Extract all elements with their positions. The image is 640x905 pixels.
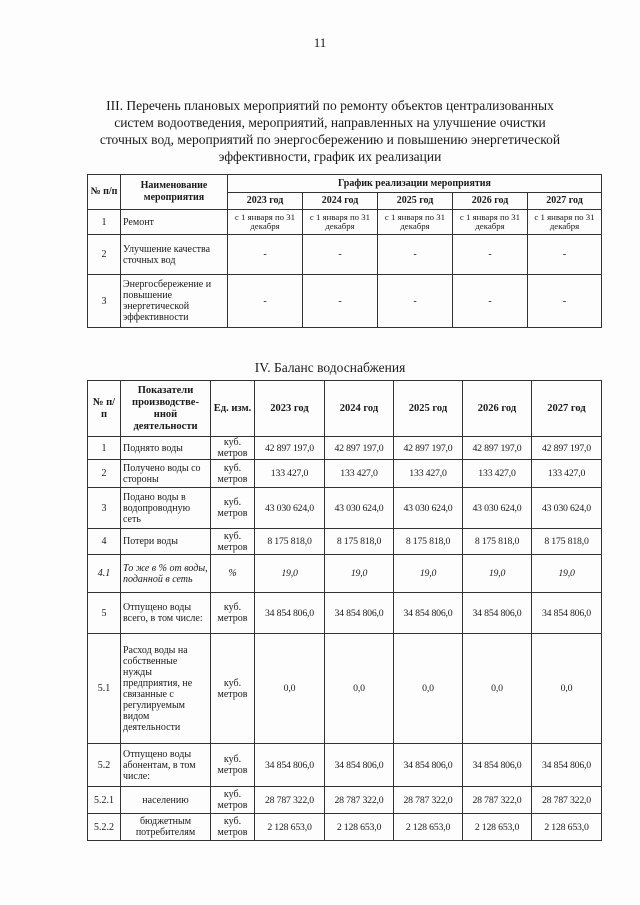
- schedule-cell: с 1 января по 31 декабря: [378, 210, 453, 235]
- schedule-cell: -: [453, 235, 528, 275]
- row-unit: куб. метров: [211, 437, 255, 460]
- row-name: Ремонт: [121, 210, 228, 235]
- year-header: 2026 год: [453, 193, 528, 210]
- table-row: [88, 529, 602, 555]
- schedule-cell: -: [528, 275, 602, 328]
- value-cell: 28 787 322,0: [463, 787, 532, 814]
- year-header: 2027 год: [532, 381, 602, 437]
- row-indicator: Получено воды со стороны: [121, 460, 211, 488]
- value-cell: 0,0: [394, 634, 463, 744]
- col-header-num: № п/п: [88, 175, 121, 210]
- value-cell: 28 787 322,0: [532, 787, 602, 814]
- row-unit: куб. метров: [211, 488, 255, 529]
- table-row: [88, 814, 602, 841]
- row-num: 3: [88, 275, 121, 328]
- schedule-cell: -: [453, 275, 528, 328]
- schedule-cell: -: [378, 275, 453, 328]
- col-header-name: Наименование мероприятия: [121, 175, 228, 210]
- year-header: 2025 год: [394, 381, 463, 437]
- value-cell: 19,0: [325, 555, 394, 593]
- row-num: 1: [88, 210, 121, 235]
- value-cell: 42 897 197,0: [463, 437, 532, 460]
- row-indicator: Потери воды: [121, 529, 211, 555]
- value-cell: 0,0: [255, 634, 325, 744]
- section-3-title: III. Перечень плановых мероприятий по ремонту объектов централизованных систем водоотведения, мероприятий, направленных на улучшение очистки сточных вод, мероприятий по энергосбережению и повышению энергетической эффективности, график их реализации: [99, 98, 561, 164]
- table-row: [88, 634, 602, 744]
- row-unit: куб. метров: [211, 593, 255, 634]
- value-cell: 2 128 653,0: [255, 814, 325, 841]
- row-unit: %: [211, 555, 255, 593]
- schedule-cell: -: [228, 235, 303, 275]
- row-indicator: бюджетным потребителям: [121, 814, 211, 841]
- value-cell: 43 030 624,0: [463, 488, 532, 529]
- value-cell: 28 787 322,0: [255, 787, 325, 814]
- row-num: 5.2.2: [88, 814, 121, 841]
- table-row: [88, 235, 602, 275]
- col-header-schedule: График реализации мероприятия: [228, 175, 602, 193]
- schedule-cell: с 1 января по 31 декабря: [228, 210, 303, 235]
- col-header-unit: Ед. изм.: [211, 381, 255, 437]
- value-cell: 2 128 653,0: [325, 814, 394, 841]
- value-cell: 8 175 818,0: [463, 529, 532, 555]
- table-row: [88, 460, 602, 488]
- value-cell: 19,0: [394, 555, 463, 593]
- table-row: [88, 210, 602, 235]
- value-cell: 2 128 653,0: [394, 814, 463, 841]
- value-cell: 133 427,0: [255, 460, 325, 488]
- value-cell: 34 854 806,0: [532, 744, 602, 787]
- row-num: 2: [88, 235, 121, 275]
- value-cell: 34 854 806,0: [255, 593, 325, 634]
- value-cell: 43 030 624,0: [532, 488, 602, 529]
- table-row: [88, 555, 602, 593]
- row-num: 3: [88, 488, 121, 529]
- row-num: 2: [88, 460, 121, 488]
- value-cell: 42 897 197,0: [255, 437, 325, 460]
- row-indicator: Поднято воды: [121, 437, 211, 460]
- row-indicator: населению: [121, 787, 211, 814]
- section-4-title: IV. Баланс водоснабжения: [254, 360, 406, 375]
- row-unit: куб. метров: [211, 460, 255, 488]
- row-unit: куб. метров: [211, 814, 255, 841]
- schedule-cell: -: [528, 235, 602, 275]
- year-header: 2023 год: [228, 193, 303, 210]
- row-name: Улучшение качества сточных вод: [121, 235, 228, 275]
- value-cell: 43 030 624,0: [394, 488, 463, 529]
- value-cell: 28 787 322,0: [394, 787, 463, 814]
- value-cell: 34 854 806,0: [394, 593, 463, 634]
- row-indicator: Подано воды в водопроводную сеть: [121, 488, 211, 529]
- row-num: 4.1: [88, 555, 121, 593]
- value-cell: 0,0: [325, 634, 394, 744]
- year-header: 2026 год: [463, 381, 532, 437]
- value-cell: 34 854 806,0: [325, 744, 394, 787]
- table-row: [88, 488, 602, 529]
- value-cell: 42 897 197,0: [325, 437, 394, 460]
- schedule-cell: -: [378, 235, 453, 275]
- value-cell: 34 854 806,0: [463, 593, 532, 634]
- row-num: 5.2.1: [88, 787, 121, 814]
- row-num: 4: [88, 529, 121, 555]
- value-cell: 42 897 197,0: [532, 437, 602, 460]
- value-cell: 8 175 818,0: [532, 529, 602, 555]
- year-header: 2024 год: [303, 193, 378, 210]
- value-cell: 43 030 624,0: [325, 488, 394, 529]
- value-cell: 133 427,0: [325, 460, 394, 488]
- schedule-cell: с 1 января по 31 декабря: [528, 210, 602, 235]
- water-balance-table: [87, 380, 602, 841]
- value-cell: 0,0: [532, 634, 602, 744]
- value-cell: 34 854 806,0: [463, 744, 532, 787]
- value-cell: 34 854 806,0: [394, 744, 463, 787]
- value-cell: 2 128 653,0: [463, 814, 532, 841]
- schedule-cell: с 1 января по 31 декабря: [453, 210, 528, 235]
- value-cell: 19,0: [463, 555, 532, 593]
- value-cell: 28 787 322,0: [325, 787, 394, 814]
- table-row: [88, 787, 602, 814]
- value-cell: 8 175 818,0: [325, 529, 394, 555]
- value-cell: 0,0: [463, 634, 532, 744]
- value-cell: 19,0: [255, 555, 325, 593]
- row-name: Энергосбережение и повышение энергетической эффективности: [121, 275, 228, 328]
- row-unit: куб. метров: [211, 634, 255, 744]
- value-cell: 34 854 806,0: [532, 593, 602, 634]
- row-num: 5.1: [88, 634, 121, 744]
- table-row: [88, 275, 602, 328]
- year-header: 2025 год: [378, 193, 453, 210]
- schedule-cell: с 1 января по 31 декабря: [303, 210, 378, 235]
- row-num: 5.2: [88, 744, 121, 787]
- value-cell: 42 897 197,0: [394, 437, 463, 460]
- schedule-table: [87, 174, 602, 328]
- value-cell: 8 175 818,0: [394, 529, 463, 555]
- row-indicator: То же в % от воды, поданной в сеть: [121, 555, 211, 593]
- year-header: 2023 год: [255, 381, 325, 437]
- row-unit: куб. метров: [211, 787, 255, 814]
- schedule-cell: -: [303, 275, 378, 328]
- col-header-indicator: Показатели производстве-нной деятельности: [121, 381, 211, 437]
- value-cell: 2 128 653,0: [532, 814, 602, 841]
- year-header: 2027 год: [528, 193, 602, 210]
- schedule-cell: -: [303, 235, 378, 275]
- value-cell: 133 427,0: [463, 460, 532, 488]
- row-unit: куб. метров: [211, 744, 255, 787]
- value-cell: 19,0: [532, 555, 602, 593]
- table-row: [88, 437, 602, 460]
- value-cell: 8 175 818,0: [255, 529, 325, 555]
- row-unit: куб. метров: [211, 529, 255, 555]
- row-indicator: Расход воды на собственные нужды предприятия, не связанные с регулируемым видом деятельности: [121, 634, 211, 744]
- row-indicator: Отпущено воды всего, в том числе:: [121, 593, 211, 634]
- value-cell: 34 854 806,0: [325, 593, 394, 634]
- col-header-num: № п/п: [88, 381, 121, 437]
- table-row: [88, 593, 602, 634]
- row-num: 1: [88, 437, 121, 460]
- table-row: [88, 744, 602, 787]
- value-cell: 133 427,0: [532, 460, 602, 488]
- value-cell: 133 427,0: [394, 460, 463, 488]
- row-num: 5: [88, 593, 121, 634]
- row-indicator: Отпущено воды абонентам, в том числе:: [121, 744, 211, 787]
- value-cell: 43 030 624,0: [255, 488, 325, 529]
- year-header: 2024 год: [325, 381, 394, 437]
- page-number: 11: [313, 35, 327, 50]
- value-cell: 34 854 806,0: [255, 744, 325, 787]
- schedule-cell: -: [228, 275, 303, 328]
